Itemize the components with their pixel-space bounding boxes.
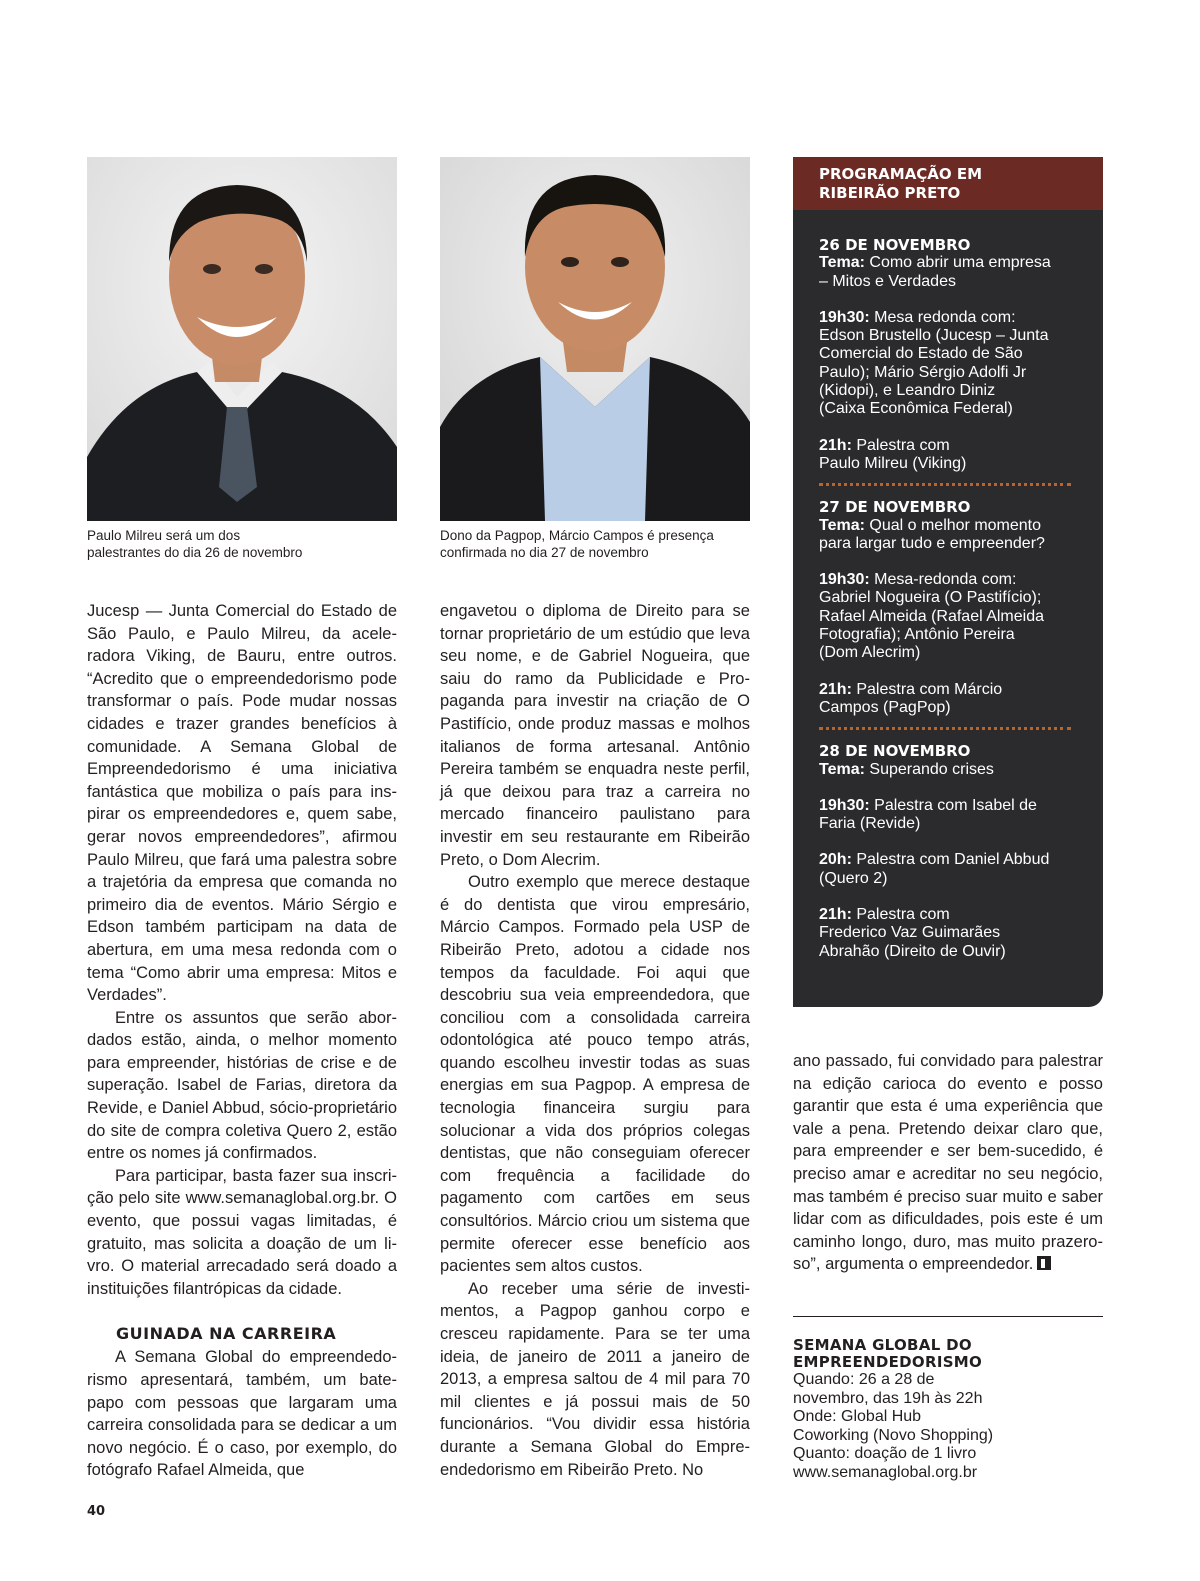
photo-caption bbox=[440, 527, 760, 561]
photo-caption bbox=[87, 527, 407, 561]
item-text: Paulo); Mário Sérgio Adolfi Jr bbox=[819, 363, 1027, 381]
item-time: 21h: bbox=[819, 906, 852, 924]
day-date: 26 DE NOVEMBRO bbox=[819, 236, 971, 254]
day-theme bbox=[819, 517, 1103, 535]
article-paragraph bbox=[793, 1050, 1103, 1276]
caption-line: confirmada no dia 27 de novembro bbox=[440, 545, 649, 560]
schedule-item bbox=[819, 681, 1103, 718]
event-info-line: Coworking (Novo Shopping) bbox=[793, 1426, 994, 1444]
dotted-divider bbox=[819, 483, 1071, 486]
theme-text: Qual o melhor momento bbox=[869, 516, 1042, 534]
theme-text: Superando crises bbox=[869, 760, 994, 778]
theme-text: para largar tudo e empreender? bbox=[819, 534, 1045, 552]
article-paragraph: engavetou o diploma de Direito para se tornar proprietário de um estúdio que leva seu nome, e de Gabriel Nogueira, que saiu do ramo da Publicidade e Propaganda para investir na criação de O Pastifício, onde produz massas e molhos italianos de forma artesanal. Antônio Pereira também se enquadra neste perfil, já que deixou para traz a carreira no mercado financeiro paulistano para investir em seu restaurante em Ribeirão Preto, o Dom Alecrim. bbox=[440, 602, 750, 869]
article-text: ano passado, fui convidado para palestrar na edição carioca do evento e posso garantir que esta é uma experiência que vale a pena. Pretendo deixar claro que, para empreender e ser bem-sucedido, é preciso amar e acreditar no seu negócio, mas também é preciso suar muito e saber lidar com as dificuldades, pois este é um caminho longo, duro, mas muito prazeroso”, argumenta o empreendedor. bbox=[793, 1052, 1103, 1274]
theme-label: Tema: bbox=[819, 760, 865, 778]
event-info-line: novembro, das 19h às 22h bbox=[793, 1389, 983, 1407]
item-text: Palestra com Márcio bbox=[856, 680, 1003, 698]
dotted-divider bbox=[819, 727, 1071, 730]
item-text: (Kidopi), e Leandro Diniz bbox=[819, 382, 996, 400]
event-info-box bbox=[793, 1337, 1103, 1483]
item-text: Abrahão (Direito de Ouvir) bbox=[819, 942, 1006, 960]
schedule-item bbox=[819, 437, 1103, 474]
item-text: Frederico Vaz Guimarães bbox=[819, 924, 1001, 942]
article-column-3 bbox=[793, 1050, 1103, 1276]
event-info-line: Quando: 26 a 28 de bbox=[793, 1371, 935, 1388]
item-time: 19h30: bbox=[819, 796, 870, 814]
end-of-article-icon bbox=[1037, 1256, 1051, 1270]
sidebar-title bbox=[793, 157, 1103, 210]
item-text: (Quero 2) bbox=[819, 869, 888, 887]
day-date: 28 DE NOVEMBRO bbox=[819, 742, 971, 761]
schedule-day bbox=[793, 742, 1103, 961]
item-text: Rafael Almeida (Rafael Almeida bbox=[819, 607, 1045, 625]
item-text: (Dom Alecrim) bbox=[819, 644, 921, 662]
theme-label: Tema: bbox=[819, 516, 865, 534]
schedule-day bbox=[793, 210, 1103, 473]
theme-text: Como abrir uma empresa bbox=[869, 254, 1051, 272]
item-text: Palestra com bbox=[856, 436, 950, 454]
item-text: Palestra com Isabel de bbox=[874, 796, 1037, 814]
event-info-line: Onde: Global Hub bbox=[793, 1408, 922, 1426]
item-text: Edson Brustello (Jucesp – Junta bbox=[819, 327, 1049, 345]
article-paragraph: Jucesp — Junta Comercial do Estado de São Paulo, e Paulo Milreu, da aceleradora Viking, de Bauru, entre outros. “Acredito que o empreendedorismo pode transformar o país. Pode mudar nossas cidades e trazer grandes benefícios à comunidade. A Semana Global de Empreendedorismo é uma iniciativa fantástica que mobiliza o país para inspirar os empreendedores e, quem sabe, gerar novos empreendedores”, afirmou Paulo Milreu, que fará uma palestra sobre a trajetória da empresa que comanda no primeiro dia de eventos. Mário Sérgio e Edson também participam na data de abertura, em uma mesa redonda com o tema “Como abrir uma empresa: Mitos e Verdades”. bbox=[87, 602, 397, 1005]
event-info-title bbox=[793, 1337, 1103, 1371]
item-text: (Caixa Econômica Federal) bbox=[819, 400, 1013, 418]
theme-label: Tema: bbox=[819, 254, 865, 272]
item-text: Palestra com Daniel Abbud bbox=[856, 851, 1050, 869]
event-info-title-line: EMPREENDEDORISMO bbox=[793, 1353, 983, 1371]
item-text: Gabriel Nogueira (O Pastifício); bbox=[819, 589, 1042, 607]
section-subheading: GUINADA NA CARREIRA bbox=[116, 1324, 337, 1344]
event-info-link[interactable]: www.semanaglobal.org.br bbox=[793, 1463, 978, 1481]
schedule-item bbox=[819, 851, 1103, 888]
sidebar-title-line: RIBEIRÃO PRETO bbox=[819, 184, 961, 202]
item-time: 21h: bbox=[819, 680, 852, 698]
item-text: Fotografia); Antônio Pereira bbox=[819, 626, 1015, 644]
item-text: Faria (Revide) bbox=[819, 815, 921, 833]
day-theme bbox=[819, 254, 1103, 272]
item-time: 19h30: bbox=[819, 571, 870, 589]
event-info-title-line: SEMANA GLOBAL DO bbox=[793, 1336, 972, 1354]
article-paragraph: Entre os assuntos que serão abordados estão, ainda, o melhor momento para empreender, histórias de crise e de superação. Isabel de Farias, diretora da Revide, e Daniel Abbud, sócio-proprietário do site de compra coletiva Quero 2, estão entre os nomes já confirmados. bbox=[87, 1008, 397, 1163]
theme-text: – Mitos e Verdades bbox=[819, 272, 956, 290]
item-text: Paulo Milreu (Viking) bbox=[819, 454, 967, 472]
item-time: 20h: bbox=[819, 851, 852, 869]
item-text: Mesa-redonda com: bbox=[874, 571, 1017, 589]
item-text: Mesa redonda com: bbox=[874, 308, 1016, 326]
item-text: Comercial do Estado de São bbox=[819, 345, 1023, 363]
item-text: Palestra com bbox=[856, 906, 950, 924]
caption-line: Dono da Pagpop, Márcio Campos é presença bbox=[440, 528, 714, 543]
schedule-item bbox=[819, 571, 1103, 662]
day-date: 27 DE NOVEMBRO bbox=[819, 498, 971, 517]
article-paragraph: A Semana Global do empreendedorismo apresentará, também, um bate-papo com pessoas que largaram uma carreira consolidada para se dedicar a um novo negócio. É o caso, por exemplo, do fotógrafo Rafael Almeida, que bbox=[87, 1348, 397, 1480]
info-divider bbox=[793, 1316, 1103, 1317]
event-info-line: Quanto: doação de 1 livro bbox=[793, 1445, 977, 1463]
schedule-sidebar bbox=[793, 157, 1103, 1007]
article-column-2 bbox=[440, 600, 750, 1481]
article-column-1 bbox=[87, 600, 397, 1482]
schedule-day bbox=[793, 498, 1103, 717]
photo-marcio-campos bbox=[440, 157, 750, 521]
article-paragraph: Ao receber uma série de investimentos, a Pagpop ganhou corpo e cresceu rapidamente. Para se ter uma ideia, de janeiro de 2011 a janeiro de 2013, a empresa saltou de 4 mil para 70 mil clientes e já possui mais de 50 funcionários. “Vou dividir essa história durante a Semana Global do Empreendedorismo em Ribeirão Preto. No bbox=[440, 1279, 750, 1479]
day-theme bbox=[819, 761, 1103, 779]
article-paragraph: Para participar, basta fazer sua inscrição pelo site www.semanaglobal.org.br. O evento, que possui vagas limitadas, é gratuito, mas solicita a doação de um livro. O material arrecadado será doado a instituições filantrópicas da cidade. bbox=[87, 1166, 397, 1298]
caption-line: Paulo Milreu será um dos bbox=[87, 528, 241, 543]
item-time: 19h30: bbox=[819, 308, 870, 326]
sidebar-title-line: PROGRAMAÇÃO EM bbox=[819, 165, 983, 183]
item-text: Campos (PagPop) bbox=[819, 698, 951, 716]
schedule-item bbox=[819, 906, 1103, 961]
page-number: 40 bbox=[87, 1504, 106, 1519]
schedule-item bbox=[819, 797, 1103, 834]
schedule-item bbox=[819, 309, 1103, 419]
article-paragraph: Outro exemplo que merece destaque é do dentista que virou empresário, Márcio Campos. Formado pela USP de Ribeirão Preto, adotou a cidade nos tempos da faculdade. Foi aqui que descobriu sua veia empreendedora, que conciliou com a consolidada carreira odontológica até pouco tempo atrás, quando escolheu investir todas as suas energias em sua Pagpop. A empresa de tecnologia financeira surgiu para solucionar a vida dos próprios colegas dentistas, que não conseguiam oferecer com frequência a facilidade do pagamento com cartões em seus consultórios. Márcio criou um sistema que permite oferecer esse benefício aos pacientes sem altos custos. bbox=[440, 873, 750, 1276]
item-time: 21h: bbox=[819, 436, 852, 454]
photo-paulo-milreu bbox=[87, 157, 397, 521]
caption-line: palestrantes do dia 26 de novembro bbox=[87, 545, 303, 560]
